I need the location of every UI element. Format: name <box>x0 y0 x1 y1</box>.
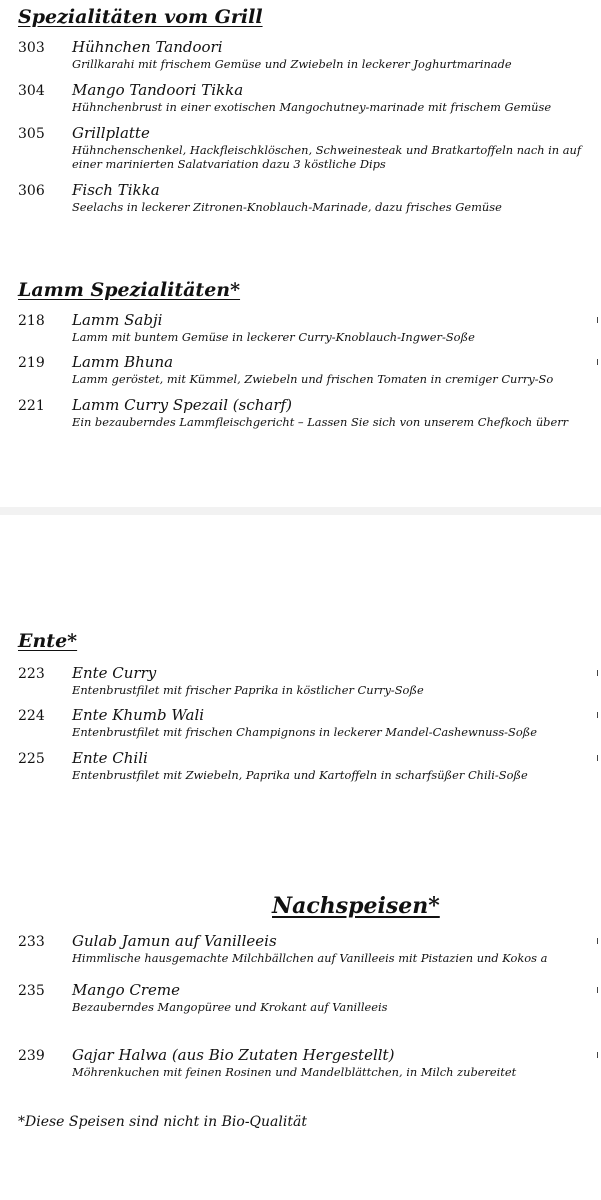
page-divider <box>0 507 601 515</box>
price-mark <box>597 1052 598 1058</box>
item-name: Hühnchen Tandoori <box>72 38 223 56</box>
item-name: Fisch Tikka <box>72 181 160 199</box>
item-number: 223 <box>18 666 45 682</box>
item-number: 218 <box>18 313 45 329</box>
item-name: Mango Creme <box>72 981 180 999</box>
price-mark <box>597 987 598 993</box>
item-number: 219 <box>18 355 45 371</box>
item-name: Lamm Sabji <box>72 311 163 329</box>
item-number: 233 <box>18 934 45 950</box>
item-number: 304 <box>18 83 45 99</box>
item-number: 306 <box>18 183 45 199</box>
footnote: *Diese Speisen sind nicht in Bio-Qualität <box>18 1114 307 1130</box>
item-name: Ente Curry <box>72 664 157 682</box>
item-name: Gulab Jamun auf Vanilleeis <box>72 932 277 950</box>
item-number: 225 <box>18 751 45 767</box>
item-description: Entenbrustfilet mit Zwiebeln, Paprika und Kartoffeln in scharfsüßer Chili-Soße <box>72 768 528 782</box>
price-mark <box>597 755 598 761</box>
item-description: Entenbrustfilet mit frischen Champignons in leckerer Mandel-Cashewnuss-Soße <box>72 725 538 739</box>
item-name: Ente Chili <box>72 749 148 767</box>
price-mark <box>597 670 598 676</box>
item-description: Hühnchenschenkel, Hackfleischklöschen, Schweinesteak und Bratkartoffeln nach in auf einer marinierten Salatvariation dazu 3 köstliche Dips <box>72 143 582 171</box>
item-name: Grillplatte <box>72 124 150 142</box>
item-description: Grillkarahi mit frischem Gemüse und Zwiebeln in leckerer Joghurtmarinade <box>72 57 512 71</box>
item-description: Lamm geröstet, mit Kümmel, Zwiebeln und frischen Tomaten in cremiger Curry-So <box>72 372 554 386</box>
item-number: 305 <box>18 126 45 142</box>
item-name: Lamm Curry Spezail (scharf) <box>72 396 292 414</box>
item-number: 239 <box>18 1048 45 1064</box>
item-description: Möhrenkuchen mit feinen Rosinen und Mandelblättchen, in Milch zubereitet <box>72 1065 517 1079</box>
item-number: 303 <box>18 40 45 56</box>
section-title-ente: Ente* <box>18 630 78 652</box>
item-description: Hühnchenbrust in einer exotischen Mangochutney-marinade mit frischem Gemüse <box>72 100 552 114</box>
item-name: Gajar Halwa (aus Bio Zutaten Hergestellt) <box>72 1046 395 1064</box>
item-name: Ente Khumb Wali <box>72 706 205 724</box>
section-title-grill: Spezialitäten vom Grill <box>18 6 263 28</box>
item-number: 235 <box>18 983 45 999</box>
price-mark <box>597 938 598 944</box>
item-description: Lamm mit buntem Gemüse in leckerer Curry-Knoblauch-Ingwer-Soße <box>72 330 475 344</box>
item-number: 221 <box>18 398 45 414</box>
item-description: Entenbrustfilet mit frischer Paprika in köstlicher Curry-Soße <box>72 683 424 697</box>
section-title-lamm: Lamm Spezialitäten* <box>18 279 241 301</box>
price-mark <box>597 359 598 365</box>
item-description: Himmlische hausgemachte Milchbällchen auf Vanilleeis mit Pistazien und Kokos a <box>72 951 548 965</box>
section-title-nachspeisen: Nachspeisen* <box>272 893 440 919</box>
item-description: Ein bezauberndes Lammfleischgericht – Lassen Sie sich von unserem Chefkoch überr <box>72 415 569 429</box>
item-name: Lamm Bhuna <box>72 353 174 371</box>
price-mark <box>597 712 598 718</box>
price-mark <box>597 317 598 323</box>
item-number: 224 <box>18 708 45 724</box>
item-description: Seelachs in leckerer Zitronen-Knoblauch-Marinade, dazu frisches Gemüse <box>72 200 502 214</box>
item-description: Bezauberndes Mangopüree und Krokant auf Vanilleeis <box>72 1000 388 1014</box>
item-name: Mango Tandoori Tikka <box>72 81 244 99</box>
